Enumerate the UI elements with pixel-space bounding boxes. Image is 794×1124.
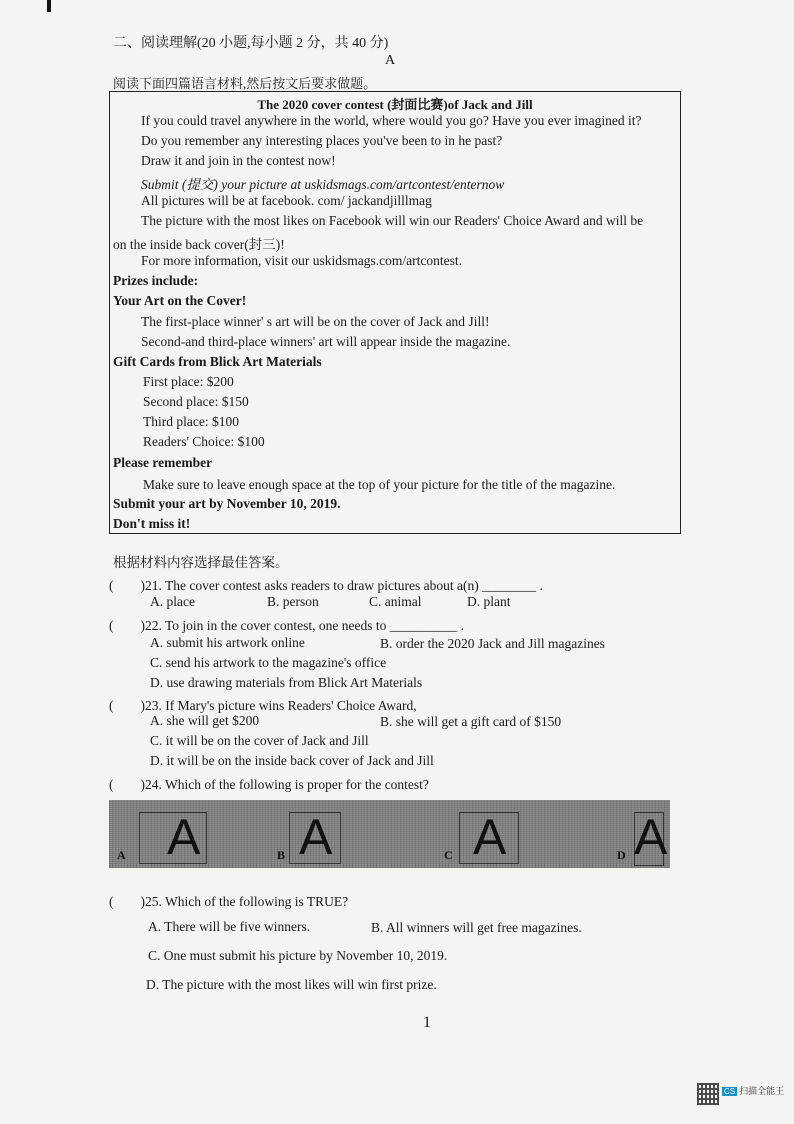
letter-a-picture: A bbox=[473, 809, 507, 865]
question-25: ( )25. Which of the following is TRUE? bbox=[109, 894, 349, 909]
scanner-badge: CS bbox=[724, 1087, 736, 1096]
remember-heading: Please remember bbox=[113, 455, 213, 470]
passage-letter: A bbox=[385, 53, 396, 68]
notice-line: Do you remember any interesting places you've been to in he past? bbox=[141, 133, 503, 148]
q22-option-b: B. order the 2020 Jack and Jill magazines bbox=[380, 636, 605, 651]
q23-option-d: D. it will be on the inside back cover of Jack and Jill bbox=[150, 753, 434, 768]
q21-option-c: C. animal bbox=[369, 594, 422, 609]
letter-a-picture: A bbox=[167, 809, 201, 865]
gift-line: Readers' Choice: $100 bbox=[143, 434, 265, 449]
q22-option-d: D. use drawing materials from Blick Art Materials bbox=[150, 675, 423, 690]
cover-line: Second-and third-place winners' art will appear inside the magazine. bbox=[141, 334, 511, 349]
gift-line: First place: $200 bbox=[143, 374, 234, 389]
letter-a-picture: A bbox=[299, 809, 333, 865]
q24-label-d: D bbox=[617, 848, 626, 862]
prizes-heading: Prizes include: bbox=[113, 273, 199, 288]
page-number: 1 bbox=[423, 1014, 431, 1031]
q24-image-options bbox=[109, 800, 670, 868]
question-22: ( )22. To join in the cover contest, one needs to __________ . bbox=[109, 618, 464, 633]
q25-option-a: A. There will be five winners. bbox=[148, 919, 311, 934]
q23-option-b: B. she will get a gift card of $150 bbox=[380, 714, 562, 729]
q21-option-a: A. place bbox=[150, 594, 195, 609]
q24-label-c: C bbox=[444, 848, 453, 862]
dont-miss: Don't miss it! bbox=[113, 516, 191, 531]
notice-line: If you could travel anywhere in the world, where would you go? Have you ever imagined it? bbox=[141, 113, 642, 128]
question-23: ( )23. If Mary's picture wins Readers' Choice Award, bbox=[109, 698, 417, 713]
q23-option-c: C. it will be on the cover of Jack and Jill bbox=[150, 733, 369, 748]
notice-line: on the inside back cover(封三)! bbox=[113, 237, 285, 252]
q25-option-d: D. The picture with the most likes will win first prize. bbox=[146, 977, 437, 992]
deadline: Submit your art by November 10, 2019. bbox=[113, 496, 341, 511]
q22-option-c: C. send his artwork to the magazine's office bbox=[150, 655, 387, 670]
notice-line: Draw it and join in the contest now! bbox=[141, 153, 336, 168]
q24-label-a: A bbox=[117, 848, 126, 862]
letter-a-picture: A bbox=[634, 809, 668, 865]
gift-line: Third place: $100 bbox=[143, 414, 239, 429]
q21-option-b: B. person bbox=[267, 594, 319, 609]
q22-option-a: A. submit his artwork online bbox=[150, 635, 305, 650]
notice-line: The picture with the most likes on Facebook will win our Readers' Choice Award and will be bbox=[141, 213, 644, 228]
question-24: ( )24. Which of the following is proper for the contest? bbox=[109, 777, 429, 792]
instruction: 阅读下面四篇语言材料,然后按文后要求做题。 bbox=[113, 76, 377, 91]
section-title: 二、阅读理解(20 小题,每小题 2 分，共 40 分) bbox=[113, 36, 389, 51]
gift-heading: Gift Cards from Blick Art Materials bbox=[113, 354, 322, 369]
q24-label-b: B bbox=[277, 848, 286, 862]
q21-option-d: D. plant bbox=[467, 594, 511, 609]
remember-line: Make sure to leave enough space at the top of your picture for the title of the magazine. bbox=[143, 477, 616, 492]
q25-option-b: B. All winners will get free magazines. bbox=[371, 920, 582, 935]
q25-option-c: C. One must submit his picture by November 10, 2019. bbox=[148, 948, 448, 963]
gift-line: Second place: $150 bbox=[143, 394, 249, 409]
cover-line: The first-place winner' s art will be on the cover of Jack and Jill! bbox=[141, 314, 490, 329]
q23-option-a: A. she will get $200 bbox=[150, 713, 260, 728]
scanner-name: 扫描全能王 bbox=[739, 1086, 785, 1096]
cover-heading: Your Art on the Cover! bbox=[113, 293, 247, 308]
question-21: ( )21. The cover contest asks readers to draw pictures about a(n) ________ . bbox=[109, 578, 543, 593]
questions-intro: 根据材料内容选择最佳答案。 bbox=[113, 555, 289, 570]
notice-line: For more information, visit our uskidsmags.com/artcontest. bbox=[141, 253, 462, 268]
notice-line: Submit (提交) your picture at uskidsmags.com/artcontest/enternow bbox=[141, 177, 505, 192]
scanner-watermark bbox=[722, 1084, 784, 1097]
qr-code-icon bbox=[697, 1083, 719, 1105]
notice-title: The 2020 cover contest (封面比赛)of Jack and Jill bbox=[257, 97, 533, 112]
notice-line: All pictures will be at facebook. com/ jackandjilllmag bbox=[141, 193, 432, 208]
contest-notice-box bbox=[109, 91, 681, 534]
scan-edge-mark bbox=[47, 0, 51, 12]
